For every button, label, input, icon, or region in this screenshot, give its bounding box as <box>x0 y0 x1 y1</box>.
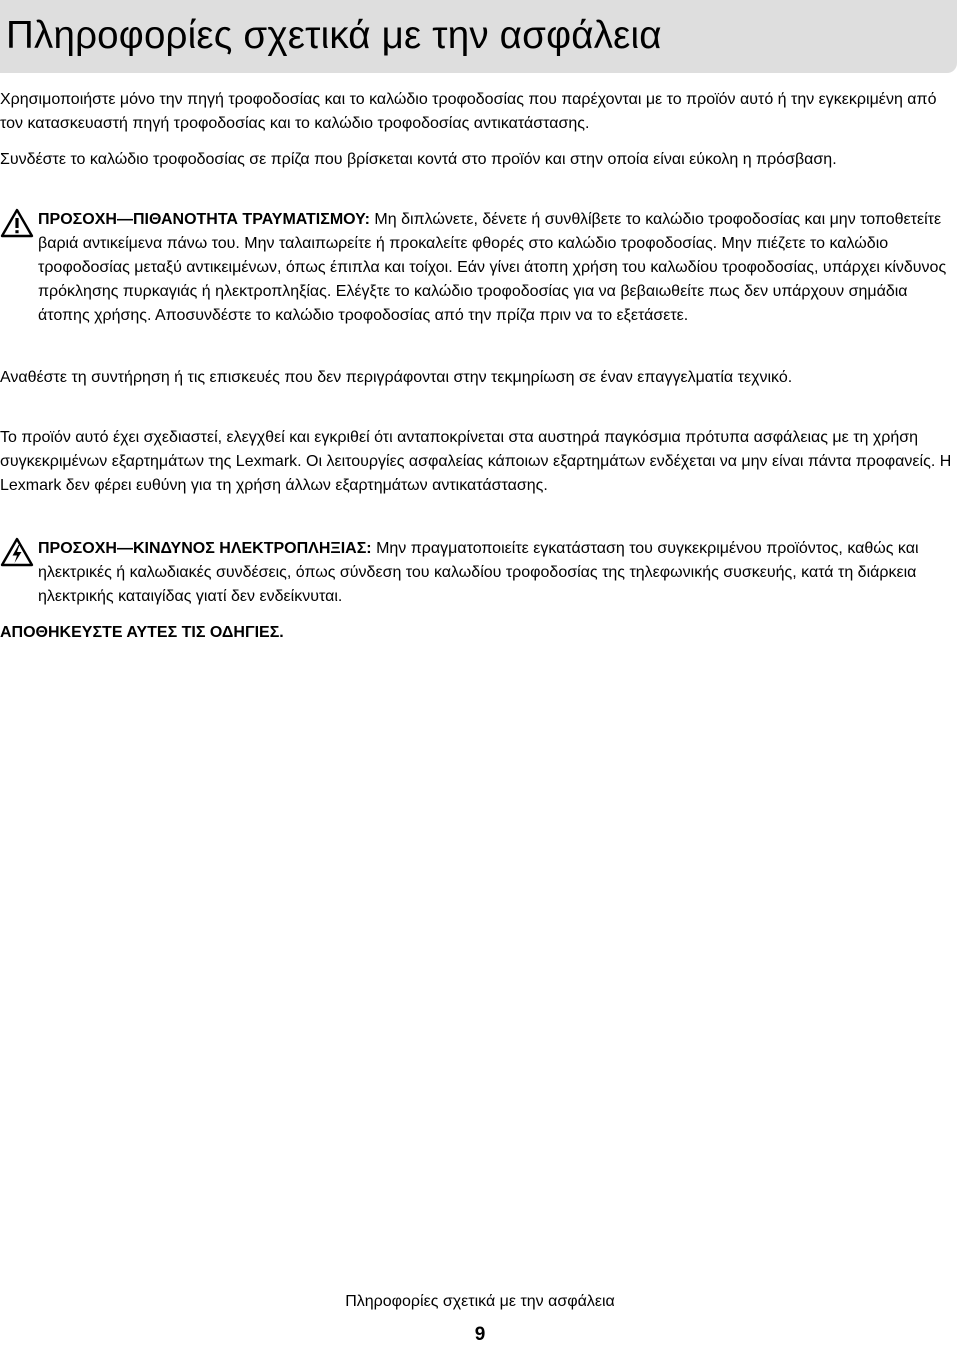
service-paragraph: Αναθέστε τη συντήρηση ή τις επισκευές που δεν περιγράφονται στην τεκμηρίωση σε έναν επαγγελματία τεχνικό. <box>0 369 793 386</box>
outlet-paragraph: Συνδέστε το καλώδιο τροφοδοσίας σε πρίζα που βρίσκεται κοντά στο προϊόν και στην οποία είναι εύκολη η πρόσβαση. <box>0 151 837 168</box>
footer-section-title: Πληροφορίες σχετικά με την ασφάλεια <box>345 1293 615 1310</box>
injury-warning-label: ΠΡΟΣΟΧΗ—ΠΙΘΑΝΟΤΗΤΑ ΤΡΑΥΜΑΤΙΣΜΟΥ: <box>38 211 370 228</box>
injury-warning-text <box>38 208 960 328</box>
page-title: Πληροφορίες σχετικά με την ασφάλεια <box>6 14 662 57</box>
shock-warning-body: Μην πραγματοποιείτε εγκατάσταση του συγκεκριμένου προϊόντος, καθώς και ηλεκτρικές ή καλωδιακές συνδέσεις, όπως σύνδεση του καλωδίου τροφοδοσίας της τηλεφωνικής συσκευής, κατά τη διάρκεια ηλεκτρικής καταιγίδας γιατί δεν ενδείκνυται. <box>38 540 919 605</box>
injury-warning-body: Μη διπλώνετε, δένετε ή συνθλίβετε το καλώδιο τροφοδοσίας και μην τοποθετείτε βαριά αντικείμενα πάνω του. Μην ταλαιπωρείτε ή προκαλείτε φθορές στο καλώδιο τροφοδοσίας. Μην πιέζετε το καλώδιο τροφοδοσίας μεταξύ αντικειμένων, όπως έπιπλα και τοίχοι. Εάν γίνει άτοπη χρήση του καλωδίου τροφοδοσίας, υπάρχει κίνδυνος πρόκλησης πυρκαγιάς ή ηλεκτροπληξίας. Ελέγξτε το καλώδιο τροφοδοσίας για να βεβαιωθείτε πως δεν υπάρχουν σημάδια άτοπης χρήσης. Αποσυνδέστε το καλώδιο τροφοδοσίας από την πρίζα πριν να το εξετάσετε. <box>38 211 947 324</box>
title-banner <box>0 0 957 73</box>
power-source-paragraph: Χρησιμοποιήστε μόνο την πηγή τροφοδοσίας και το καλώδιο τροφοδοσίας που παρέχονται με το προϊόν αυτό ή την εγκεκριμένη από τον κατασκευαστή πηγή τροφοδοσίας και το καλώδιο τροφοδοσίας αντικατάστασης. <box>0 91 937 132</box>
warning-triangle-icon <box>0 208 34 238</box>
page-number: 9 <box>474 1324 486 1345</box>
save-instructions-heading: ΑΠΟΘΗΚΕΥΣΤΕ ΑΥΤΕΣ ΤΙΣ ΟΔΗΓΙΕΣ. <box>0 624 284 641</box>
shock-warning-text <box>38 537 960 609</box>
shock-warning-label: ΠΡΟΣΟΧΗ—ΚΙΝΔΥΝΟΣ ΗΛΕΚΤΡΟΠΛΗΞΙΑΣ: <box>38 540 372 557</box>
standards-paragraph: Το προϊόν αυτό έχει σχεδιαστεί, ελεγχθεί και εγκριθεί ότι ανταποκρίνεται στα αυστηρά παγκόσμια πρότυπα ασφάλειας με τη χρήση συγκεκριμένων εξαρτημάτων της Lexmark. Οι λειτουργίες ασφαλείας κάποιων εξαρτημάτων ενδέχεται να μην είναι πάντα προφανείς. Η Lexmark δεν φέρει ευθύνη για τη χρήση άλλων εξαρτημάτων αντικατάστασης. <box>0 429 952 494</box>
electric-shock-warning-icon <box>0 537 34 567</box>
